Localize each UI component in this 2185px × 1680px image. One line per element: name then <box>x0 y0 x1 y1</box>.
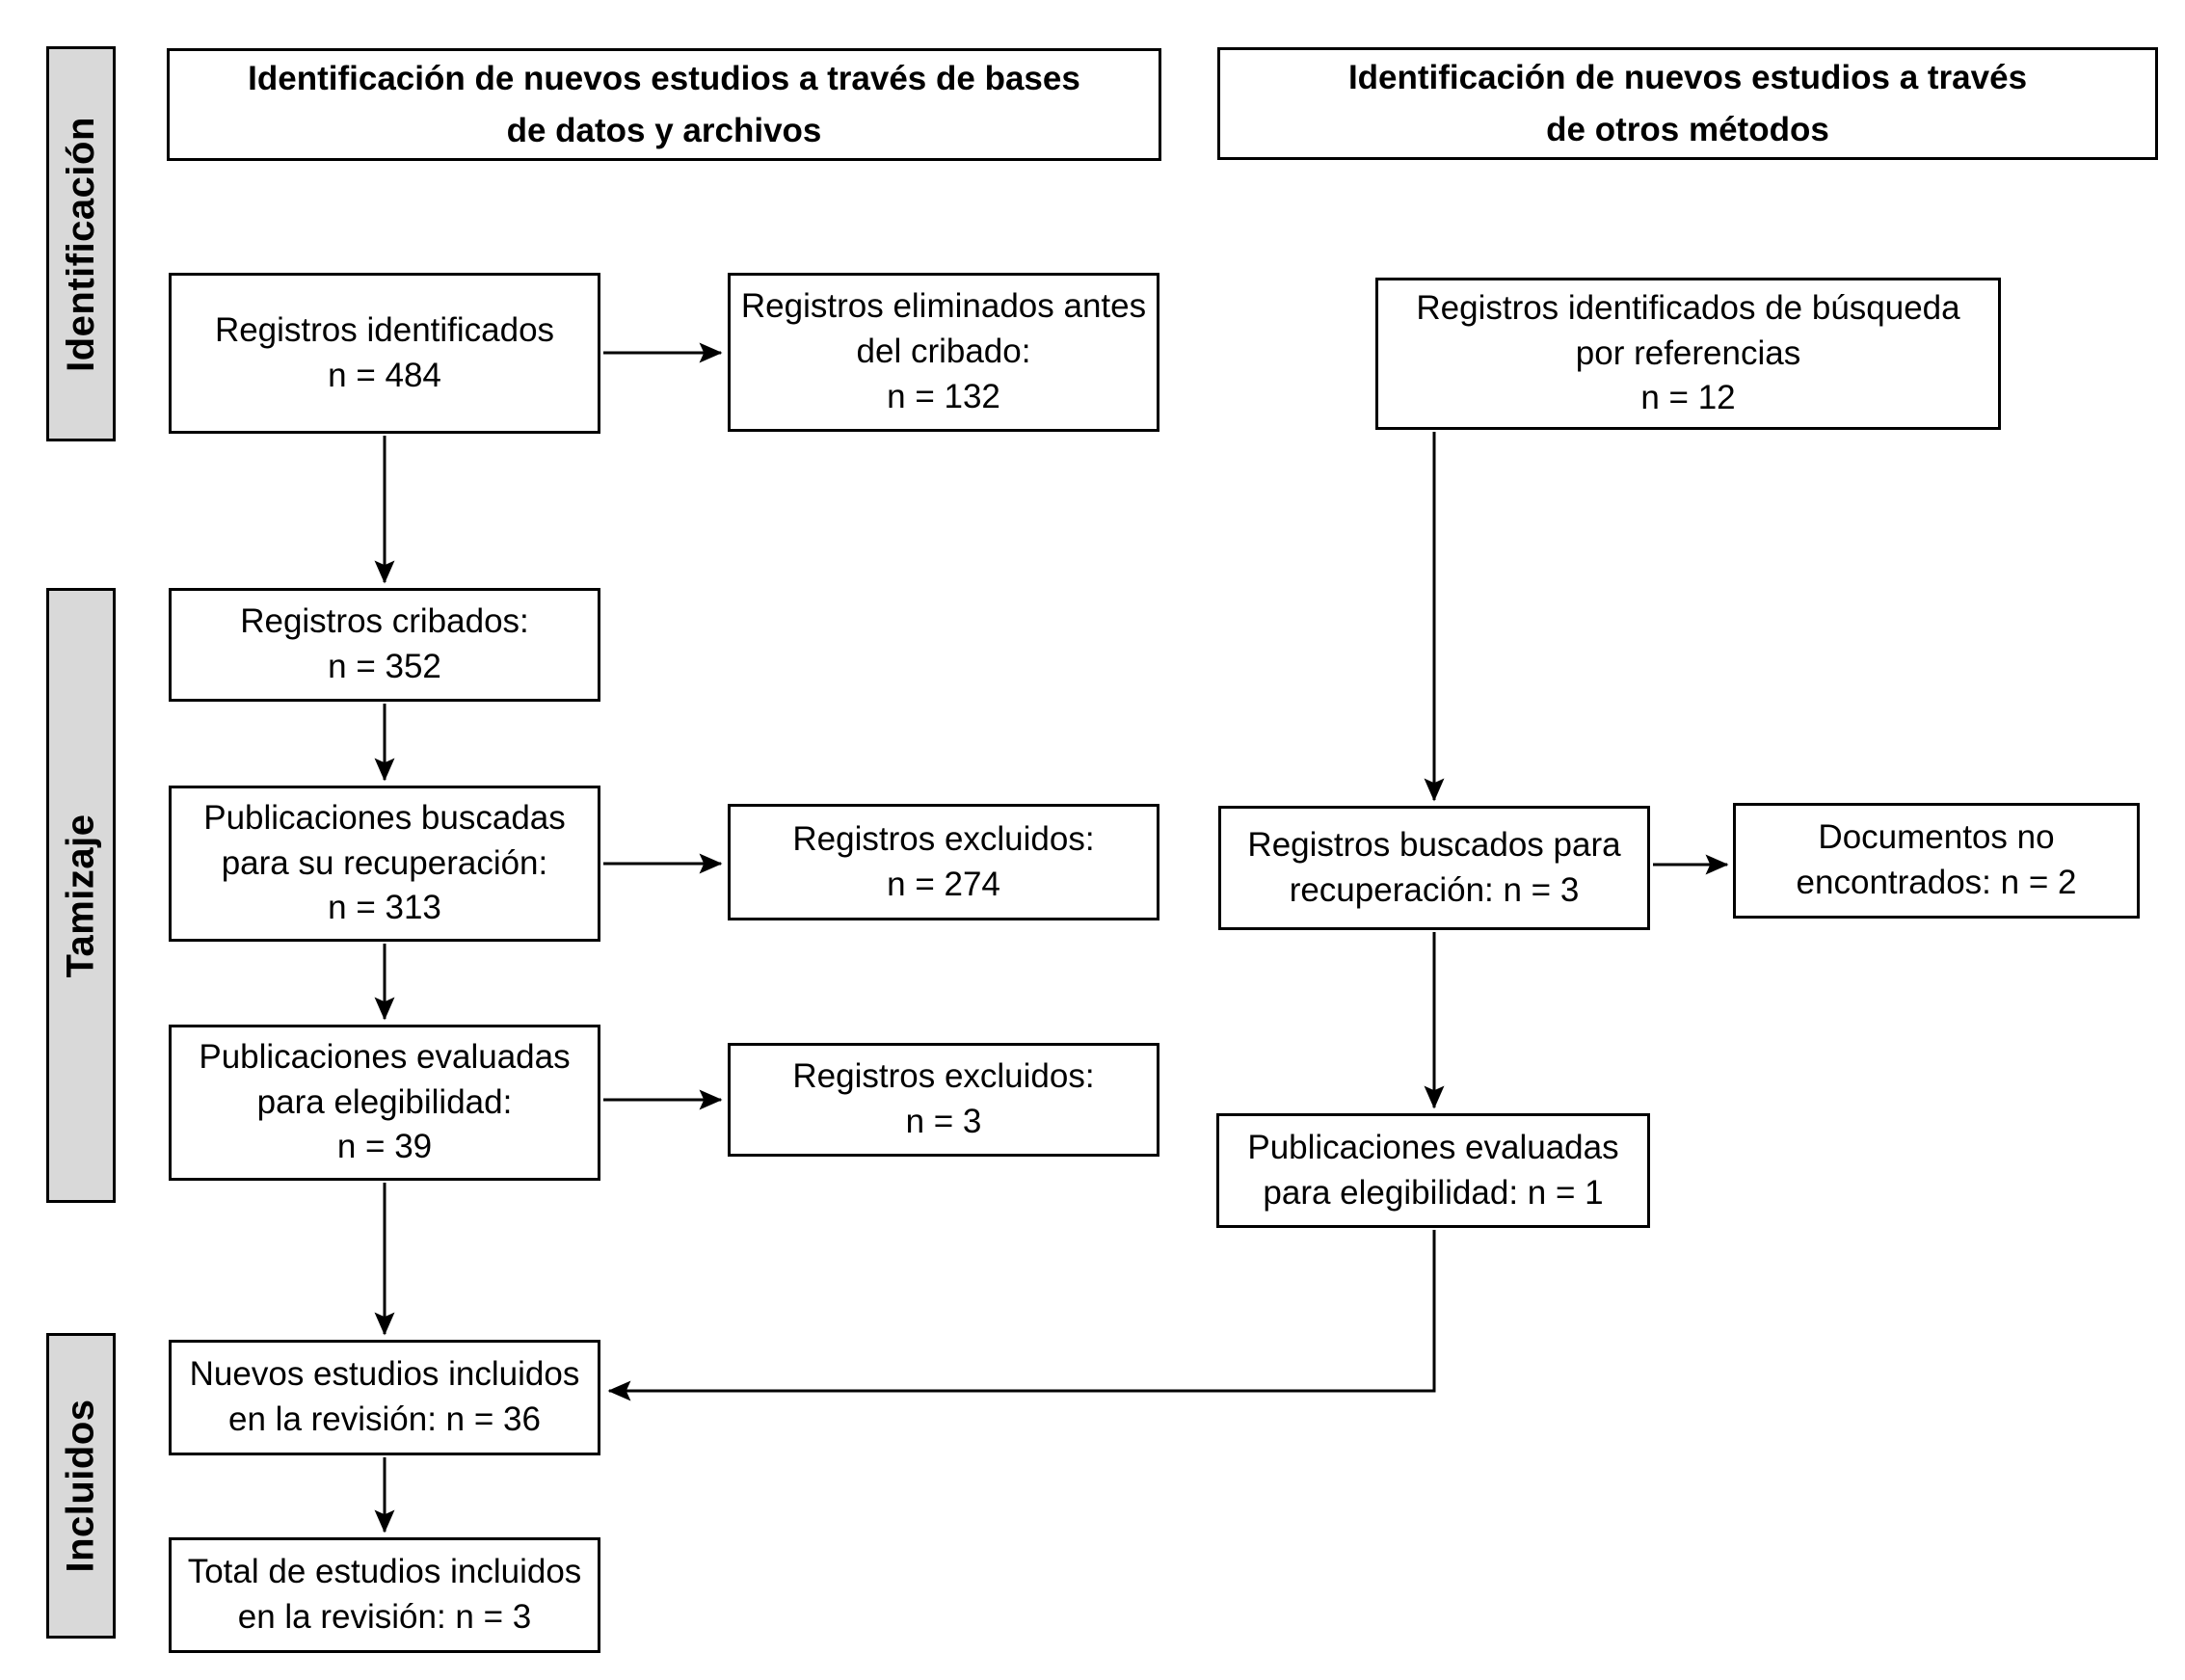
header-other-methods <box>1217 47 2158 160</box>
box-reports-assessed <box>169 1025 600 1181</box>
stage-identification-label: Identificación <box>59 116 102 372</box>
box-reports-sought-line2: para su recuperación: <box>221 843 548 882</box>
box-refs-identified-line1: Registros identificados de búsqueda <box>1416 288 1960 327</box>
box-records-excluded-eligibility-line1: Registros excluidos: <box>792 1057 1095 1096</box>
box-records-removed <box>728 273 1159 432</box>
arrow-refs-assessed-to-included <box>609 1230 1434 1391</box>
box-records-identified <box>169 273 600 434</box>
box-records-excluded-eligibility <box>728 1043 1159 1157</box>
box-new-studies-included <box>169 1340 600 1455</box>
box-reports-sought-line1: Publicaciones buscadas <box>203 798 566 837</box>
box-records-identified-line1: Registros identificados <box>214 310 555 349</box>
box-reports-assessed-line3: n = 39 <box>336 1128 433 1166</box>
box-refs-assessed-line2: para elegibilidad: n = 1 <box>1263 1173 1604 1212</box>
box-records-excluded-screening <box>728 804 1159 920</box>
box-records-identified-line2: n = 484 <box>328 356 441 394</box>
box-reports-sought <box>169 786 600 942</box>
stage-screening-label: Tamizaje <box>59 813 102 977</box>
box-records-removed-line2: del cribado: <box>856 333 1031 371</box>
box-total-studies-included-line2: en la revisión: n = 3 <box>237 1598 532 1636</box>
header-databases-line2: de datos y archivos <box>506 111 822 149</box>
header-other-methods-line1: Identificación de nuevos estudios a través <box>1347 59 2028 97</box>
box-records-excluded-screening-line1: Registros excluidos: <box>792 819 1095 858</box>
box-new-studies-included-line2: en la revisión: n = 36 <box>228 1400 541 1438</box>
header-databases <box>167 48 1161 161</box>
box-reports-assessed-line1: Publicaciones evaluadas <box>199 1037 571 1076</box>
box-reports-sought-line3: n = 313 <box>328 889 441 927</box>
box-refs-identified <box>1375 278 2001 430</box>
stage-screening <box>46 588 116 1203</box>
box-docs-not-found-line2: encontrados: n = 2 <box>1796 864 2077 901</box>
stage-identification <box>46 46 116 441</box>
box-records-screened-line2: n = 352 <box>328 648 441 685</box>
box-refs-sought-line1: Registros buscados para <box>1247 825 1621 864</box>
stage-included-label: Incluidos <box>59 1399 102 1573</box>
header-other-methods-line2: de otros métodos <box>1546 110 1829 148</box>
box-refs-identified-line2: por referencias <box>1575 333 1801 372</box>
box-docs-not-found <box>1733 803 2140 919</box>
box-docs-not-found-line1: Documentos no <box>1818 818 2055 857</box>
box-total-studies-included-line1: Total de estudios incluidos <box>187 1553 582 1591</box>
box-records-screened-line1: Registros cribados: <box>240 602 529 641</box>
box-refs-sought <box>1218 806 1650 930</box>
box-records-excluded-screening-line2: n = 274 <box>887 865 1000 903</box>
stage-included <box>46 1333 116 1639</box>
box-reports-assessed-line2: para elegibilidad: <box>256 1082 513 1121</box>
box-refs-assessed-line1: Publicaciones evaluadas <box>1247 1128 1619 1166</box>
box-refs-sought-line2: recuperación: n = 3 <box>1289 870 1580 909</box>
box-total-studies-included <box>169 1537 600 1653</box>
box-refs-assessed <box>1216 1113 1650 1228</box>
box-refs-identified-line3: n = 12 <box>1640 379 1736 417</box>
box-records-excluded-eligibility-line2: n = 3 <box>905 1103 982 1140</box>
box-new-studies-included-line1: Nuevos estudios incluidos <box>189 1355 580 1394</box>
box-records-screened <box>169 588 600 702</box>
box-records-removed-line3: n = 132 <box>887 377 1000 415</box>
header-databases-line1: Identificación de nuevos estudios a través de bases <box>248 60 1080 98</box>
box-records-removed-line1: Registros eliminados antes <box>740 287 1147 326</box>
